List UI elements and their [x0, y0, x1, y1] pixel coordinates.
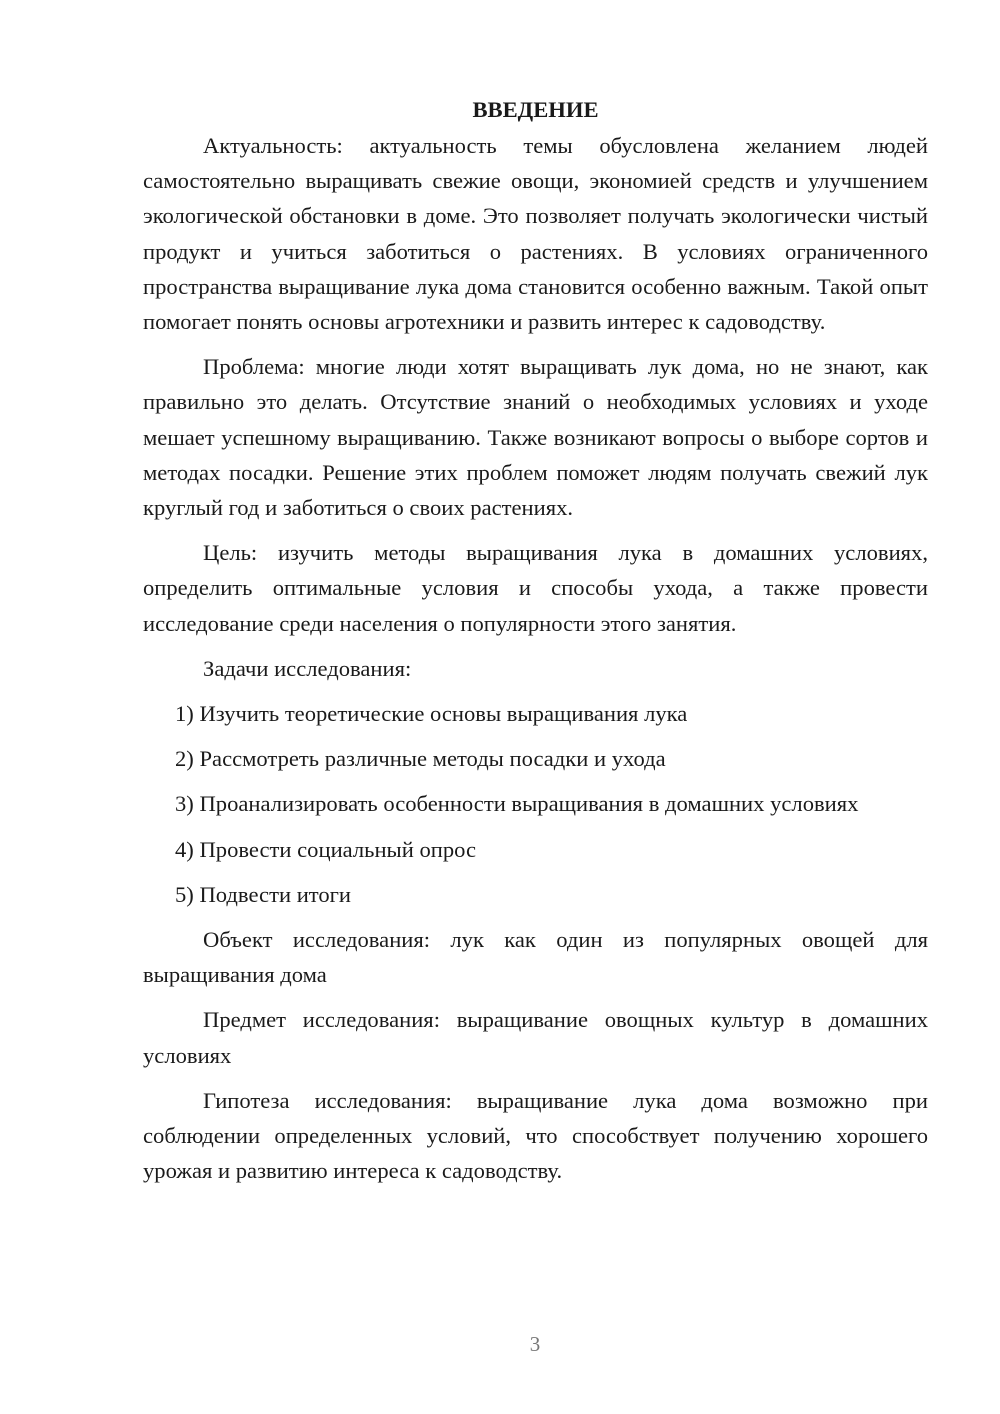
goal-paragraph: Цель: изучить методы выращивания лука в домашних условиях, определить оптимальные условия и способы ухода, а также провести исследование среди населения о популярности этого занятия. [143, 540, 928, 636]
object-paragraph: Объект исследования: лук как один из популярных овощей для выращивания дома [143, 927, 928, 988]
section-heading: ВВЕДЕНИЕ [472, 97, 599, 122]
task-item-3: 3) Проанализировать особенности выращивания в домашних условиях [175, 791, 859, 817]
task-item-1: 1) Изучить теоретические основы выращивания лука [175, 701, 688, 727]
tasks-heading: Задачи исследования: [203, 655, 412, 681]
task-item-2: 2) Рассмотреть различные методы посадки и ухода [175, 746, 666, 772]
problem-paragraph: Проблема: многие люди хотят выращивать лук дома, но не знают, как правильно это делать. Отсутствие знаний о необходимых условиях и уходе мешает успешному выращиванию. Также возникают вопросы о выборе сортов и методах посадки. Решение этих проблем поможет людям получать свежий лук круглый год и заботиться о своих растениях. [143, 354, 928, 521]
page-number: 3 [529, 1332, 541, 1356]
hypothesis-paragraph: Гипотеза исследования: выращивание лука дома возможно при соблюдении определенных условий, что способствует получению хорошего урожая и развитию интереса к садоводству. [143, 1087, 928, 1184]
task-item-4: 4) Провести социальный опрос [175, 836, 477, 862]
subject-paragraph: Предмет исследования: выращивание овощных культур в домашних условиях [143, 1007, 928, 1068]
task-item-5: 5) Подвести итоги [175, 881, 352, 907]
relevance-paragraph: Актуальность: актуальность темы обусловлена желанием людей самостоятельно выращивать свежие овощи, экономией средств и улучшением экологической обстановки в доме. Это позволяет получать экологически чистый продукт и учиться заботиться о растениях. В условиях ограниченного пространства выращивание лука дома становится особенно важным. Такой опыт помогает понять основы агротехники и развить интерес к садоводству. [143, 133, 928, 335]
document-body [143, 92, 928, 1198]
